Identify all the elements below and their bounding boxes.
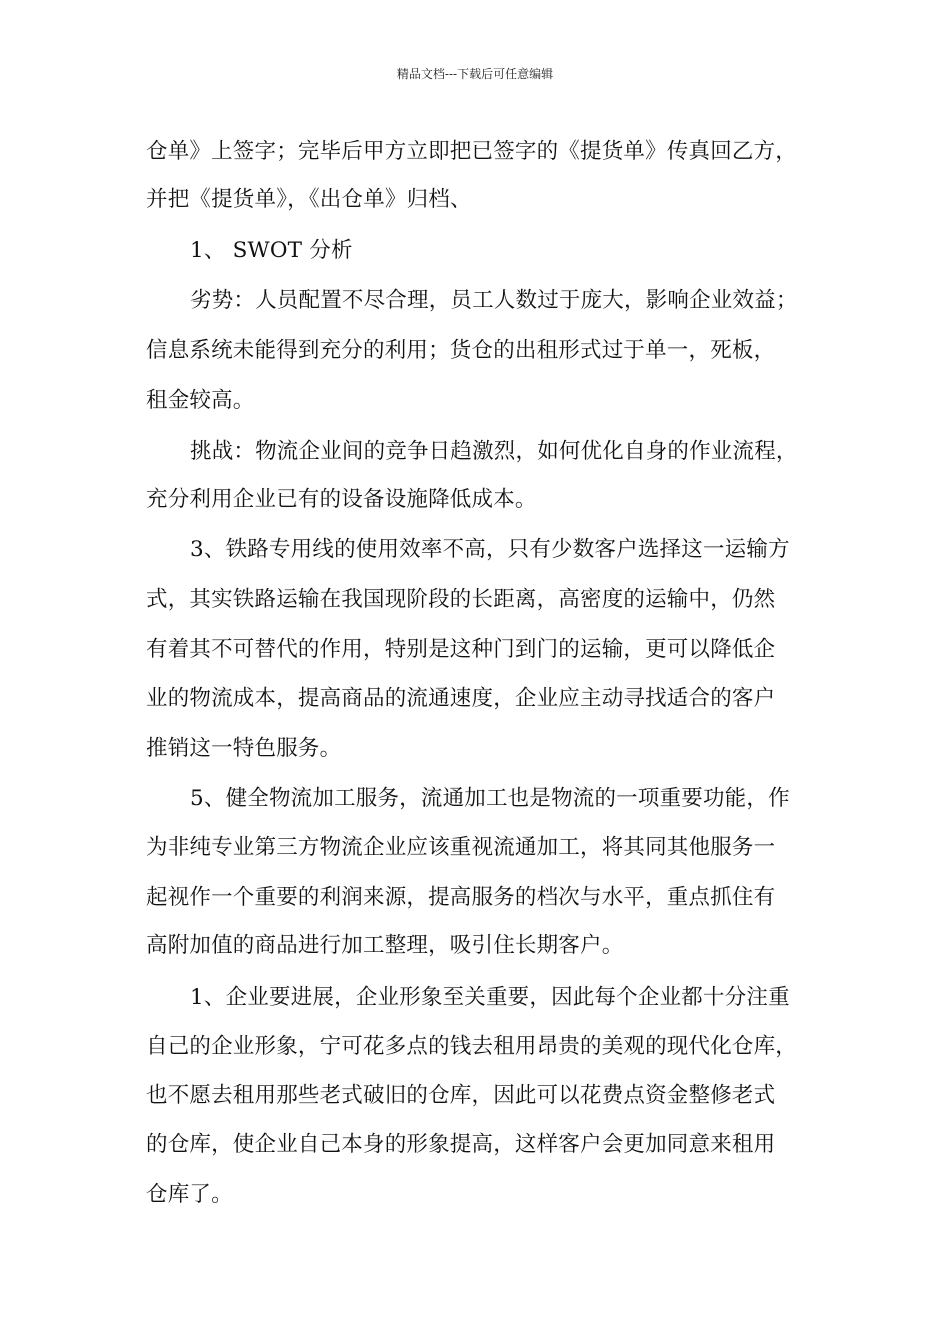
text-line: 充分利用企业已有的设备设施降低成本。 <box>146 487 537 512</box>
text-line: 推销这一特色服务。 <box>146 736 342 761</box>
text-line: 仓单》上签字；完毕后甲方立即把已签字的《提货单》传真回乙方， <box>146 139 798 164</box>
text-line: 挑战：物流企业间的竞争日趋激烈，如何优化自身的作业流程， <box>190 439 798 464</box>
text-line: 租金较高。 <box>146 388 255 413</box>
text-line: 信息系统未能得到充分的利用；货仓的出租形式过于单一，死板， <box>146 338 776 363</box>
text-line: 仓库了。 <box>146 1182 233 1207</box>
text-line: 有着其不可替代的作用，特别是这种门到门的运输，更可以降低企 <box>146 637 776 662</box>
text-line: 业的物流成本，提高商品的流通速度，企业应主动寻找适合的客户 <box>146 686 776 711</box>
text-line: 的仓库，使企业自己本身的形象提高，这样客户会更加同意来租用 <box>146 1132 776 1157</box>
text-line: 5、健全物流加工服务，流通加工也是物流的一项重要功能，作 <box>190 786 790 811</box>
text-line: 3、铁路专用线的使用效率不高，只有少数客户选择这一运输方 <box>190 537 790 562</box>
page-header: 精品文档---下载后可任意编辑 <box>396 67 554 81</box>
text-line: 式，其实铁路运输在我国现阶段的长距离，高密度的运输中，仍然 <box>146 587 776 612</box>
text-line: 1、企业要进展，企业形象至关重要，因此每个企业都十分注重 <box>190 985 790 1010</box>
text-line: 起视作一个重要的利润来源，提高服务的档次与水平，重点抓住有 <box>146 885 776 910</box>
text-line: 并把《提货单》，《出仓单》归档、 <box>146 187 472 212</box>
text-line: 也不愿去租用那些老式破旧的仓库，因此可以花费点资金整修老式 <box>146 1083 776 1108</box>
text-line: 高附加值的商品进行加工整理，吸引住长期客户。 <box>146 933 624 958</box>
section-heading: 1、 SWOT 分析 <box>190 238 353 263</box>
text-line: 为非纯专业第三方物流企业应该重视流通加工，将其同其他服务一 <box>146 835 776 860</box>
text-line: 劣势：人员配置不尽合理，员工人数过于庞大，影响企业效益； <box>190 288 798 313</box>
text-line: 自己的企业形象，宁可花多点的钱去租用昂贵的美观的现代化仓库， <box>146 1034 798 1059</box>
